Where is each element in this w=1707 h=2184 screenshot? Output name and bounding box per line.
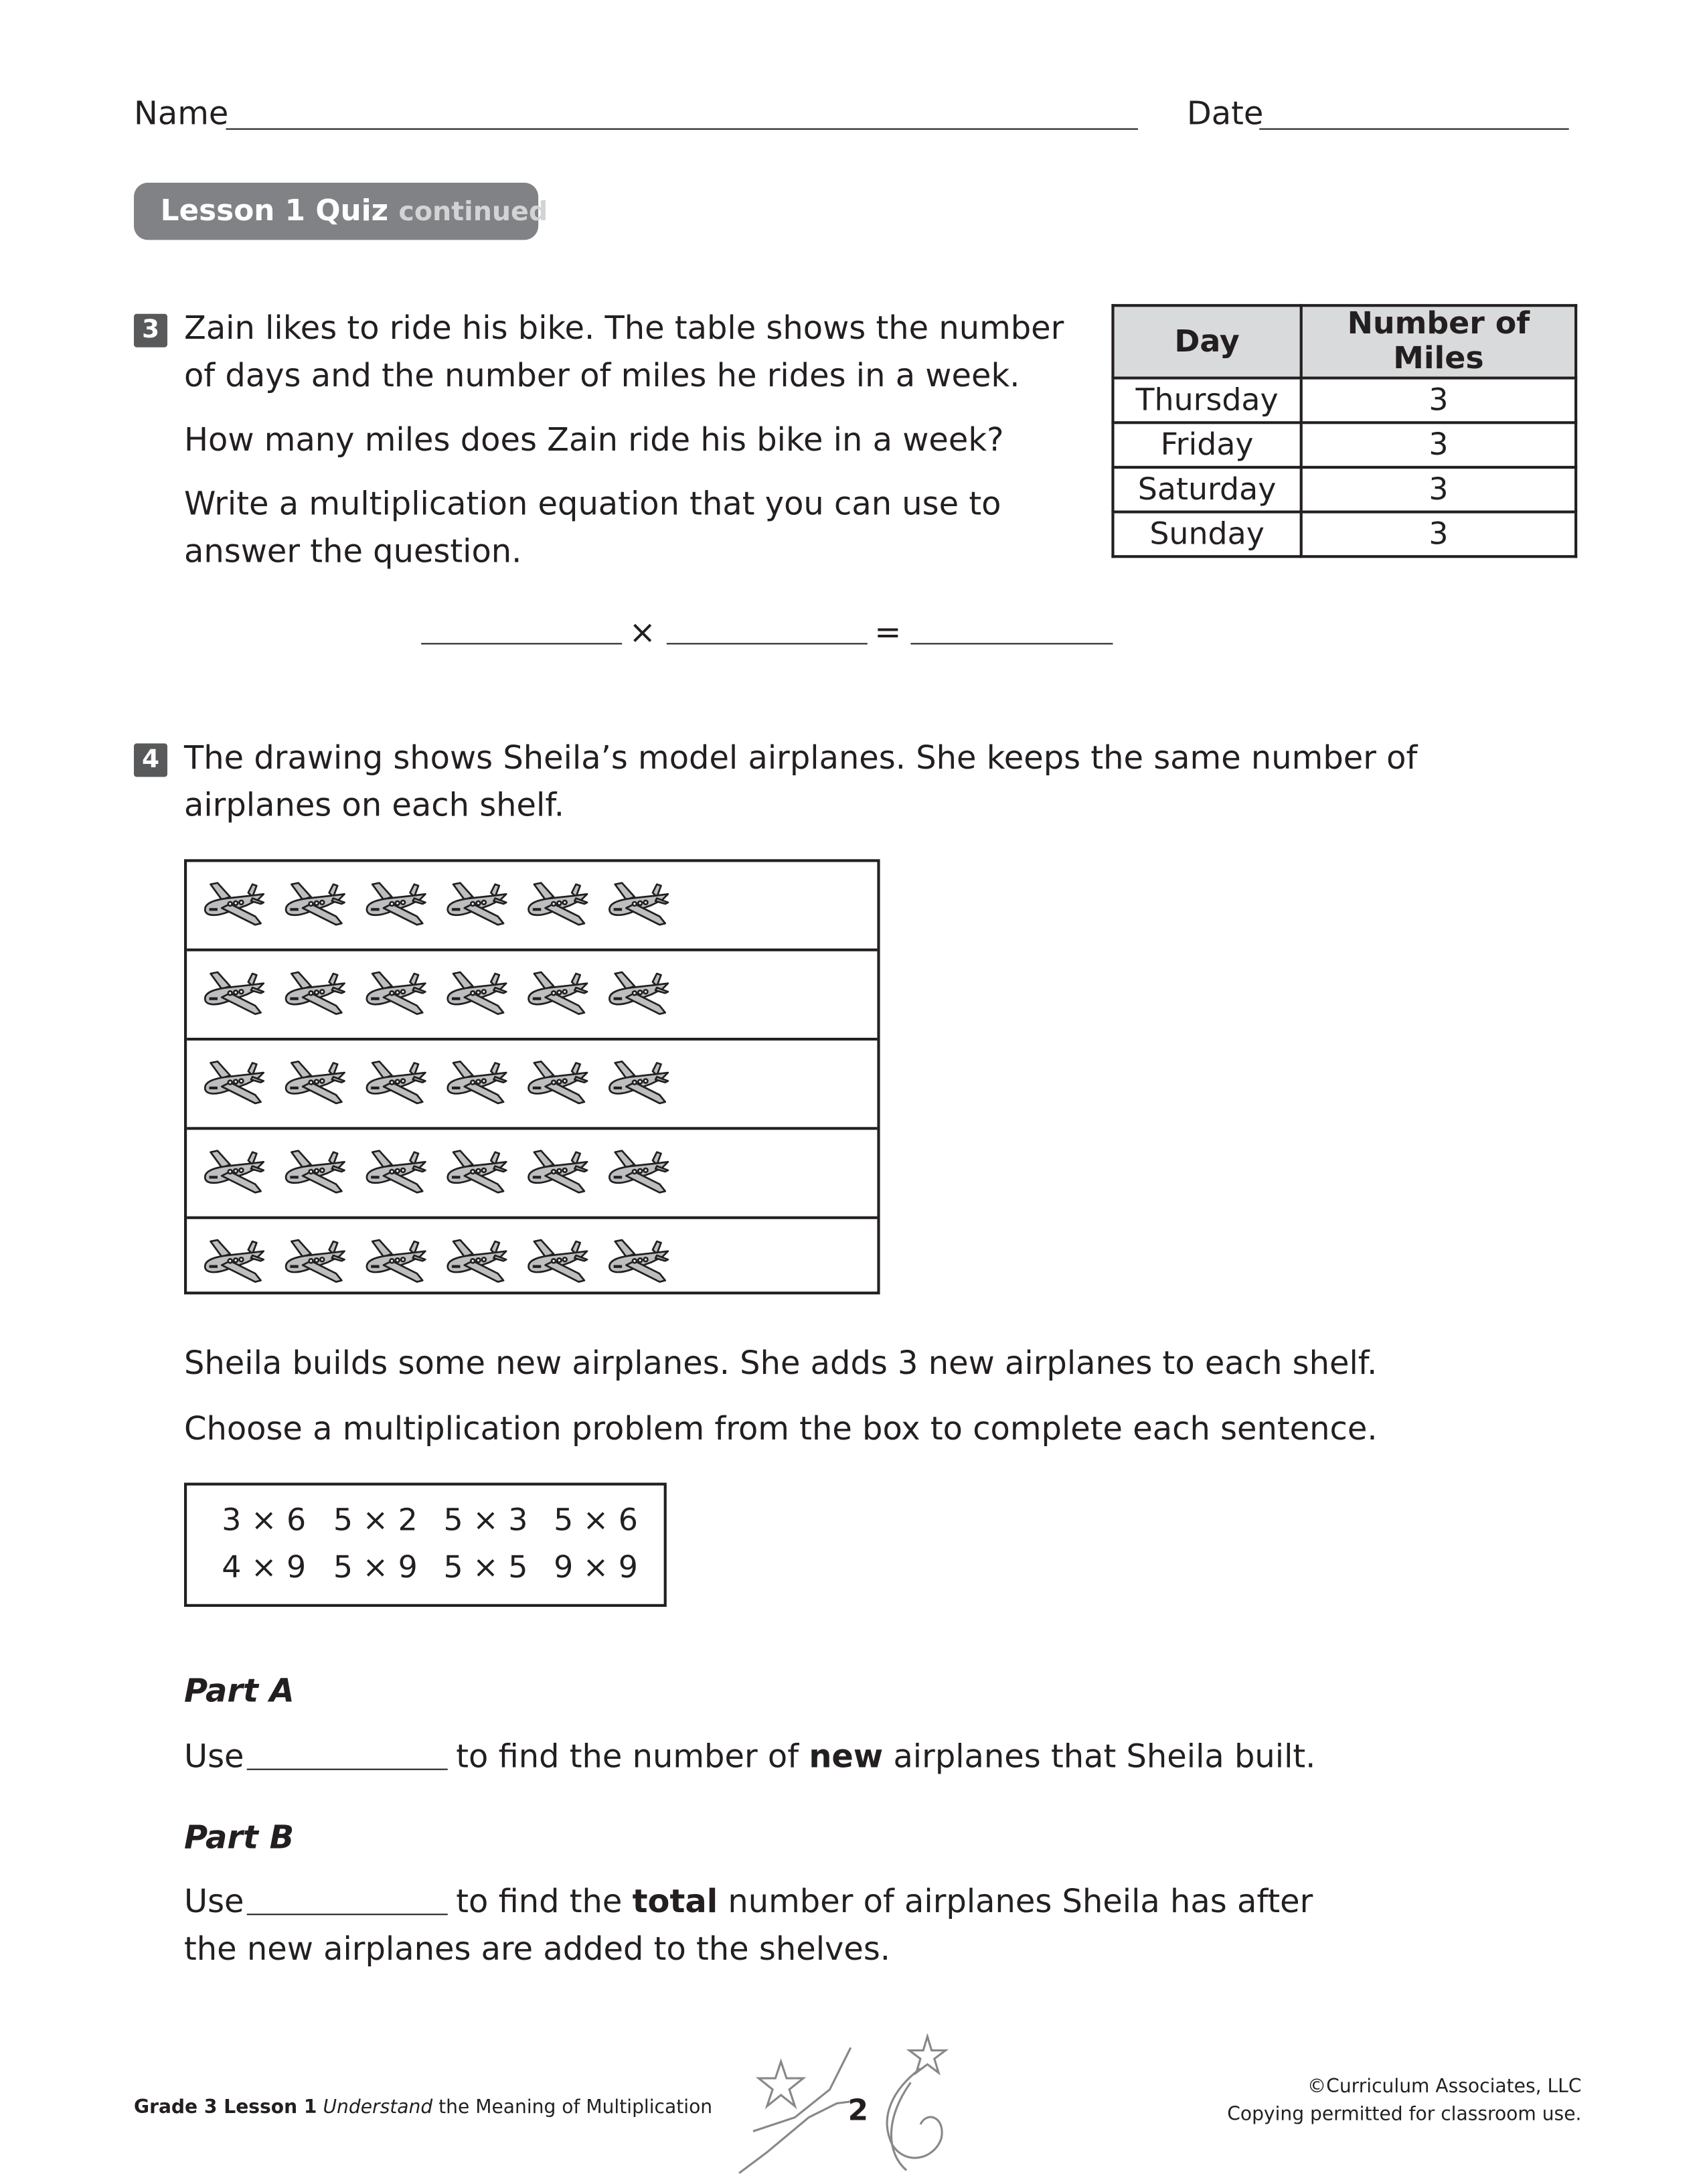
airplane-icon <box>604 1057 673 1110</box>
part-a-label: Part A <box>183 1673 295 1711</box>
date-label: Date <box>1186 96 1264 133</box>
airplane-icon <box>523 968 592 1021</box>
times-symbol: × <box>629 615 656 651</box>
choices-box <box>184 1483 667 1607</box>
table-row <box>1113 378 1576 423</box>
q4-text-new-airplanes: Sheila builds some new airplanes. She adds 3 new airplanes to each shelf. <box>183 1346 1378 1383</box>
airplane-icon <box>442 968 511 1021</box>
footer-permission: Copying permitted for classroom use. <box>1227 2103 1582 2126</box>
part-a-blank[interactable] <box>247 1769 448 1770</box>
cell-day: Saturday <box>1113 467 1301 512</box>
footer-understand: Understand <box>323 2096 433 2119</box>
question-number-4: 4 <box>134 743 167 777</box>
airplane-icon <box>361 1146 431 1199</box>
footer-lesson <box>134 2096 712 2118</box>
table-header-row <box>1113 305 1576 378</box>
airplane-icon <box>361 968 431 1021</box>
airplane-icon <box>361 1057 431 1110</box>
cell-day: Thursday <box>1113 378 1301 423</box>
airplane-icon <box>604 1146 673 1199</box>
footer-title: the Meaning of Multiplication <box>432 2096 713 2119</box>
cell-miles: 3 <box>1301 467 1576 512</box>
part-a-use: Use <box>183 1739 244 1776</box>
part-b-bold: total <box>632 1884 718 1921</box>
footer-copyright: ©Curriculum Associates, LLC <box>1307 2075 1582 2098</box>
cell-miles: 3 <box>1301 422 1576 467</box>
cell-day: Friday <box>1113 422 1301 467</box>
airplane-icon <box>361 878 431 931</box>
airplane-shelves <box>184 859 880 1294</box>
airplane-icon <box>523 1146 592 1199</box>
header-miles: Number of Miles <box>1301 305 1576 378</box>
choice-option[interactable]: 5 × 2 <box>333 1503 418 1539</box>
lesson-title: Lesson 1 Quiz <box>160 193 389 228</box>
airplane-icon <box>199 968 269 1021</box>
q4-text-line: airplanes on each shelf. <box>183 788 564 825</box>
airplane-icon <box>523 1236 592 1289</box>
lesson-badge <box>134 183 548 240</box>
airplane-icon <box>442 1057 511 1110</box>
airplane-icon <box>280 968 350 1021</box>
choice-option[interactable]: 9 × 9 <box>554 1551 638 1586</box>
airplane-icon <box>199 1236 269 1289</box>
equals-symbol: = <box>874 615 902 651</box>
choice-option[interactable]: 5 × 9 <box>333 1551 418 1586</box>
airplane-icon <box>199 1057 269 1110</box>
shelf <box>187 862 877 951</box>
name-field[interactable] <box>226 129 1137 130</box>
choice-option[interactable]: 4 × 9 <box>222 1551 307 1586</box>
airplane-icon <box>604 968 673 1021</box>
q4-text-line: The drawing shows Sheila’s model airplanes. She keeps the same number of <box>183 740 1418 777</box>
name-label: Name <box>133 96 229 133</box>
q4-instruction: Choose a multiplication problem from the box to complete each sentence. <box>183 1411 1378 1448</box>
part-a-bold: new <box>809 1739 884 1776</box>
miles-table <box>1111 304 1577 558</box>
part-a-pre: to find the number of <box>456 1739 809 1776</box>
airplane-icon <box>280 878 350 931</box>
airplane-icon <box>604 1236 673 1289</box>
airplane-icon <box>604 878 673 931</box>
stars-decoration-icon <box>725 2033 962 2181</box>
footer-grade: Grade 3 Lesson 1 <box>133 2096 317 2119</box>
part-b-label: Part B <box>183 1820 295 1857</box>
part-b-sentence <box>456 1879 1313 1926</box>
airplane-icon <box>442 1146 511 1199</box>
shelf <box>187 1129 877 1219</box>
q3-instruction: Write a multiplication equation that you can use to <box>183 487 1001 524</box>
part-a-post: airplanes that Sheila built. <box>883 1739 1316 1776</box>
part-b-pre: to find the <box>456 1884 633 1921</box>
choice-option[interactable]: 3 × 6 <box>222 1503 307 1539</box>
choice-option[interactable]: 5 × 3 <box>443 1503 528 1539</box>
cell-day: Sunday <box>1113 512 1301 557</box>
factor-2-blank[interactable] <box>667 643 868 644</box>
shelf <box>187 1219 877 1306</box>
airplane-icon <box>280 1236 350 1289</box>
table-row <box>1113 512 1576 557</box>
date-field[interactable] <box>1259 129 1568 130</box>
airplane-icon <box>280 1146 350 1199</box>
part-b-use: Use <box>183 1884 244 1921</box>
table-row <box>1113 422 1576 467</box>
airplane-icon <box>442 1236 511 1289</box>
table-row <box>1113 467 1576 512</box>
header-day: Day <box>1113 305 1301 378</box>
factor-1-blank[interactable] <box>421 643 622 644</box>
lesson-continued: continued <box>398 196 548 228</box>
part-b-blank[interactable] <box>247 1914 448 1915</box>
choice-option[interactable]: 5 × 5 <box>443 1551 528 1586</box>
part-b-line2: the new airplanes are added to the shelves. <box>183 1932 891 1968</box>
airplane-icon <box>199 878 269 931</box>
choice-option[interactable]: 5 × 6 <box>554 1503 638 1539</box>
cell-miles: 3 <box>1301 512 1576 557</box>
shelf <box>187 951 877 1040</box>
page-number: 2 <box>847 2094 869 2128</box>
product-blank[interactable] <box>910 643 1113 644</box>
q3-text-line: of days and the number of miles he rides in a week. <box>183 358 1020 395</box>
airplane-icon <box>523 1057 592 1110</box>
airplane-icon <box>199 1146 269 1199</box>
shelf <box>187 1040 877 1129</box>
airplane-icon <box>280 1057 350 1110</box>
q3-text-line: Zain likes to ride his bike. The table shows the number <box>183 311 1064 347</box>
airplane-icon <box>361 1236 431 1289</box>
q3-instruction: answer the question. <box>183 534 522 571</box>
airplane-icon <box>442 878 511 931</box>
question-number-3: 3 <box>134 314 167 347</box>
q3-question: How many miles does Zain ride his bike in a week? <box>183 422 1004 459</box>
part-b-post: number of airplanes Sheila has after <box>718 1884 1313 1921</box>
cell-miles: 3 <box>1301 378 1576 423</box>
airplane-icon <box>523 878 592 931</box>
part-a-sentence <box>456 1734 1315 1782</box>
